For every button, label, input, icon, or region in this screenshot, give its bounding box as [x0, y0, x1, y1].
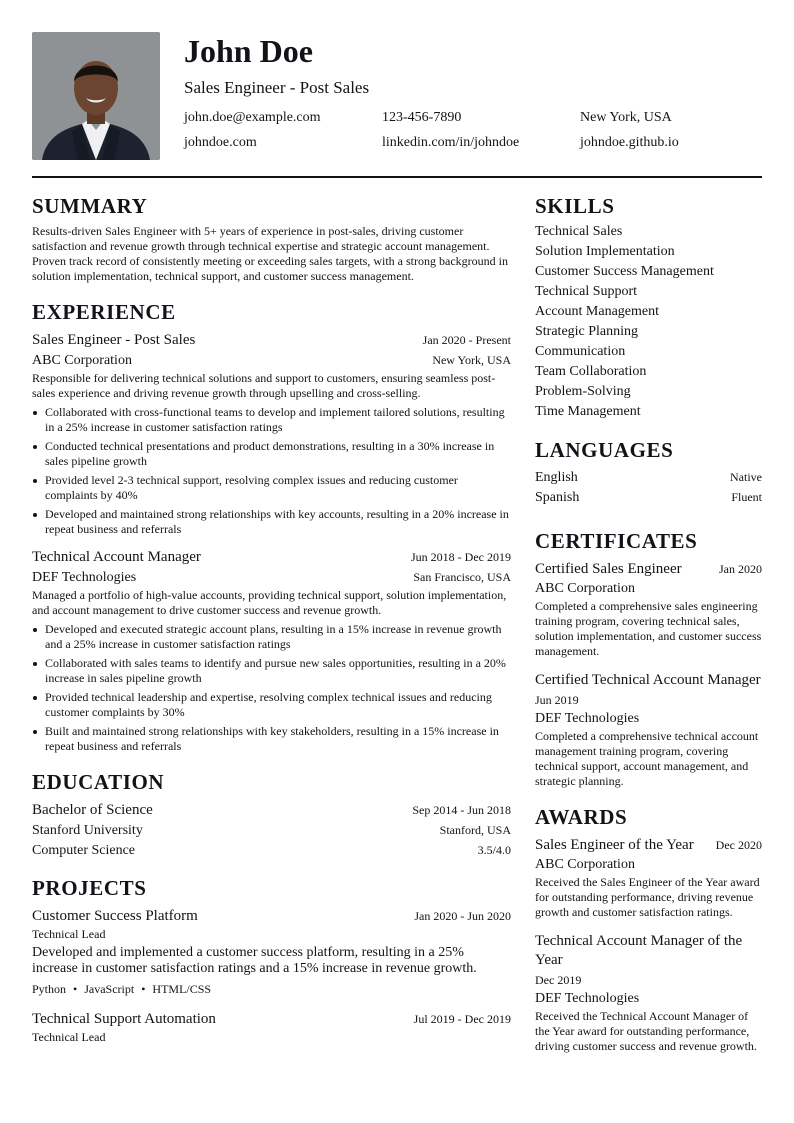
award-date: Dec 2020: [715, 838, 762, 852]
section-heading: EXPERIENCE: [32, 300, 176, 324]
bullet-item: Conducted technical presentations and product demonstrations, resulting in a 30% increase in sales pipeline growth: [32, 439, 511, 469]
skills-list: [535, 222, 762, 422]
left-column: [32, 192, 511, 1060]
summary-section: [32, 192, 511, 284]
certificate-org: DEF Technologies: [535, 711, 640, 726]
certificate-description: Completed a comprehensive sales engineering training program, covering technical sales, solution implementation, and customer success management.: [535, 599, 762, 658]
bullet-item: Developed and maintained strong relationships with key accounts, resulting in a 20% increase in repeat business and referrals: [32, 507, 511, 537]
bullet-item: Collaborated with cross-functional teams to develop and implement tailored solutions, resulting in a 25% increase in customer satisfaction ratings: [32, 405, 511, 435]
field-of-study: Computer Science: [32, 843, 136, 858]
summary-text: Results-driven Sales Engineer with 5+ years of experience in post-sales, driving customer satisfaction and revenue growth through technical expertise and strategic account management. Proven track record of consistently meeting or exceeding sales targets, with a strong background in solution implementation, technical support, and customer success management.: [32, 224, 508, 283]
project-role: Technical Lead: [32, 1030, 106, 1044]
bullet-item: Built and maintained strong relationships with key stakeholders, resulting in a 15% increase in repeat business and referrals: [32, 724, 511, 754]
project-entry: [32, 906, 511, 997]
project-description: Developed and implemented a customer success platform, resulting in a 25% increase in customer satisfaction ratings and a 15% increase in revenue growth.: [32, 945, 477, 976]
school-location: Stanford, USA: [439, 823, 511, 837]
job-bullets: [32, 405, 511, 537]
job-bullets: [32, 622, 511, 754]
project-name: Technical Support Automation: [32, 1011, 216, 1027]
job-location: New York, USA: [432, 353, 511, 367]
language-level: Native: [730, 470, 762, 484]
award-entry: [535, 835, 762, 920]
job-description: Responsible for delivering technical solutions and support to customers, ensuring seamless post-sales experience and driving revenue growth through upselling and cross-selling.: [32, 371, 496, 400]
bullet-item: Collaborated with sales teams to identify and pursue new sales opportunities, resulting in a 20% increase in sales pipeline growth: [32, 656, 511, 686]
education-section: [32, 768, 511, 860]
profile-photo: [32, 32, 160, 160]
certificate-entry: [535, 559, 762, 659]
awards-section: [535, 803, 762, 1054]
certificate-name: Certified Sales Engineer: [535, 561, 682, 577]
skill-item: Technical Support: [535, 284, 638, 299]
project-dates: Jul 2019 - Dec 2019: [413, 1012, 511, 1026]
section-heading: AWARDS: [535, 805, 628, 829]
job-dates: Jun 2018 - Dec 2019: [411, 550, 511, 564]
certificate-org: ABC Corporation: [535, 581, 635, 596]
project-role: Technical Lead: [32, 927, 106, 941]
projects-section: [32, 874, 511, 1046]
skill-item: Problem-Solving: [535, 384, 631, 399]
section-heading: SUMMARY: [32, 194, 148, 218]
project-dates: Jan 2020 - Jun 2020: [414, 909, 511, 923]
certificate-name: Certified Technical Account Manager: [535, 672, 761, 688]
education-dates: Sep 2014 - Jun 2018: [412, 803, 511, 817]
certificate-description: Completed a comprehensive technical account management training program, covering technical support, account management, and strategic planning.: [535, 729, 759, 788]
section-heading: PROJECTS: [32, 876, 147, 900]
job-company: ABC Corporation: [32, 353, 132, 368]
experience-section: [32, 298, 511, 754]
certificates-section: [535, 527, 762, 789]
skill-item: Account Management: [535, 304, 660, 319]
skill-item: Strategic Planning: [535, 324, 639, 339]
candidate-name: John Doe: [184, 33, 313, 69]
certificate-date: Jan 2020: [719, 562, 762, 576]
language-name: Spanish: [535, 490, 580, 505]
gpa: 3.5/4.0: [477, 843, 511, 857]
language-level: Fluent: [731, 490, 762, 504]
language-row: [535, 467, 762, 487]
award-name: Sales Engineer of the Year: [535, 837, 694, 853]
right-column: [535, 192, 762, 1068]
experience-entry: [32, 547, 511, 754]
skill-item: Communication: [535, 344, 626, 359]
skill-item: Team Collaboration: [535, 364, 647, 379]
job-dates: Jan 2020 - Present: [422, 333, 511, 347]
project-tags: Python • JavaScript • HTML/CSS: [32, 982, 212, 996]
job-title: Technical Account Manager: [32, 549, 201, 565]
award-org: ABC Corporation: [535, 857, 635, 872]
project-tag: Python: [32, 982, 67, 996]
award-description: Received the Technical Account Manager of the Year award for outstanding performance, driving customer success and revenue growth.: [535, 1009, 757, 1053]
header-divider: [32, 176, 762, 178]
project-name: Customer Success Platform: [32, 908, 198, 924]
contact-github[interactable]: johndoe.github.io: [580, 135, 679, 150]
education-entry: [32, 800, 511, 860]
job-title: Sales Engineer - Post Sales: [32, 332, 196, 348]
skills-section: [535, 192, 762, 422]
bullet-item: Provided technical leadership and expertise, resolving complex technical issues and reducing customer complaints by 30%: [32, 690, 511, 720]
language-name: English: [535, 470, 578, 485]
contact-email[interactable]: john.doe@example.com: [184, 110, 321, 125]
award-org: DEF Technologies: [535, 991, 640, 1006]
section-heading: CERTIFICATES: [535, 529, 698, 553]
award-name: Technical Account Manager of the Year: [535, 933, 743, 968]
job-description: Managed a portfolio of high-value accounts, providing technical support, solution implementation, and account management to drive customer success and revenue growth.: [32, 588, 507, 617]
skill-item: Customer Success Management: [535, 264, 714, 279]
degree: Bachelor of Science: [32, 802, 153, 818]
skill-item: Time Management: [535, 404, 641, 419]
experience-entry: [32, 330, 511, 537]
bullet-item: Provided level 2-3 technical support, resolving complex issues and reducing customer complaints by 40%: [32, 473, 511, 503]
skill-item: Solution Implementation: [535, 244, 675, 259]
languages-section: [535, 436, 762, 507]
award-date: Dec 2019: [535, 973, 582, 987]
project-tag: HTML/CSS: [152, 982, 212, 996]
job-company: DEF Technologies: [32, 570, 137, 585]
award-entry: [535, 932, 762, 1054]
job-location: San Francisco, USA: [413, 570, 511, 584]
school: Stanford University: [32, 823, 143, 838]
bullet-item: Developed and executed strategic account plans, resulting in a 15% increase in revenue growth and a 25% increase in customer satisfaction ratings: [32, 622, 511, 652]
skill-item: Technical Sales: [535, 224, 623, 239]
resume-header: [32, 32, 762, 162]
candidate-role: Sales Engineer - Post Sales: [184, 78, 370, 97]
contact-location: New York, USA: [580, 110, 672, 125]
project-entry: [32, 1009, 511, 1046]
contact-phone[interactable]: 123-456-7890: [382, 110, 462, 125]
section-heading: EDUCATION: [32, 770, 165, 794]
certificate-date: Jun 2019: [535, 693, 579, 707]
project-tag: JavaScript: [84, 982, 135, 996]
contact-linkedin[interactable]: linkedin.com/in/johndoe: [382, 135, 520, 150]
section-heading: SKILLS: [535, 194, 615, 218]
section-heading: LANGUAGES: [535, 438, 674, 462]
language-row: [535, 487, 762, 507]
award-description: Received the Sales Engineer of the Year award for outstanding performance, driving revenue growth and customer satisfaction ratings.: [535, 875, 760, 919]
certificate-entry: [535, 671, 762, 789]
contact-website[interactable]: johndoe.com: [184, 135, 257, 150]
